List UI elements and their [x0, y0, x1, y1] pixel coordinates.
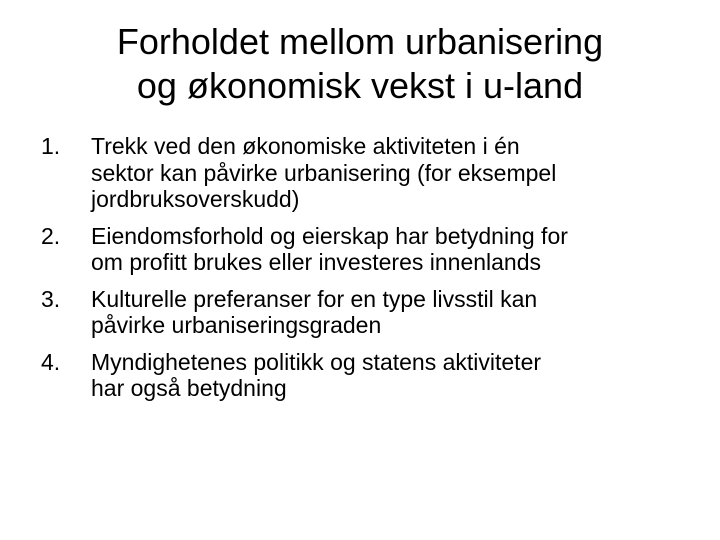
list-item-text-line: påvirke urbaniseringsgraden: [91, 312, 382, 338]
list-item-number: 1.: [41, 133, 61, 159]
list-item-number: 4.: [41, 348, 61, 375]
slide-title-line: Forholdet mellom urbanisering: [116, 21, 604, 62]
list-item: [36, 223, 686, 276]
list-item-text-line: sektor kan påvirke urbanisering (for eksempel: [91, 159, 557, 186]
slide-title-line: og økonomisk vekst i u-land: [136, 65, 584, 106]
numbered-list: [36, 133, 686, 412]
list-item-text-line: jordbruksoverskudd): [91, 186, 300, 212]
list-item: [36, 349, 686, 402]
list-item-text-line: Myndighetenes politikk og statens aktiviteter: [91, 348, 542, 375]
list-item: [36, 133, 686, 213]
list-item-text-line: om profitt brukes eller investeres innenlands: [91, 249, 542, 275]
slide-title: [36, 20, 684, 108]
list-item: [36, 286, 686, 339]
list-item-text-line: Eiendomsforhold og eierskap har betydning for: [91, 222, 568, 249]
list-item-text-line: Trekk ved den økonomiske aktiviteten i én: [91, 133, 520, 159]
list-item-text-line: Kulturelle preferanser for en type livsstil kan: [91, 285, 538, 312]
list-item-text-line: har også betydning: [91, 375, 287, 401]
list-item-number: 2.: [41, 222, 61, 249]
list-item-number: 3.: [41, 285, 61, 312]
